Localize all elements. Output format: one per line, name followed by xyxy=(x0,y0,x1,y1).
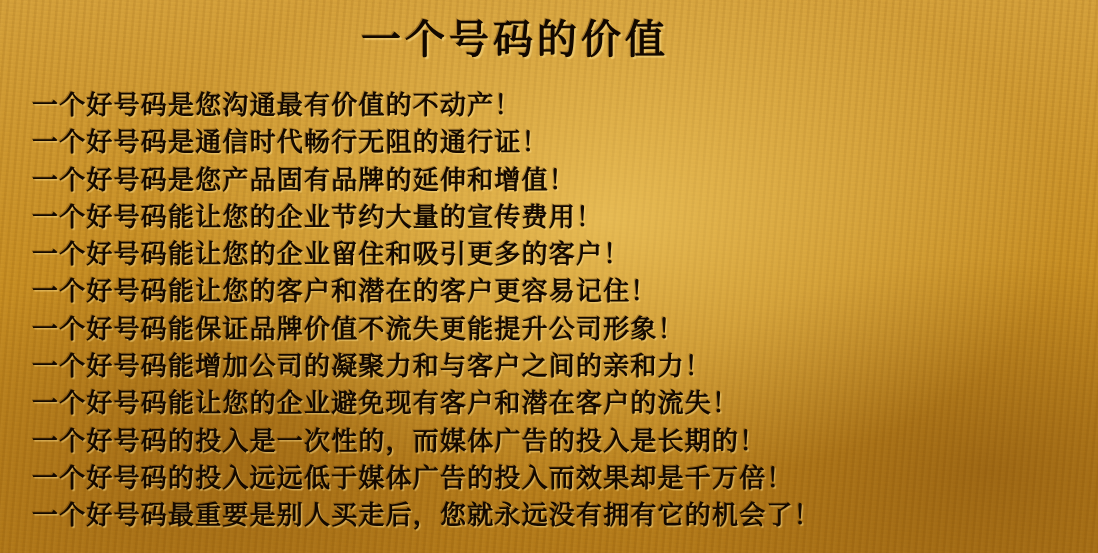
value-statement: 一个好号码的投入远远低于媒体广告的投入而效果却是千万倍！ xyxy=(32,463,794,494)
value-statement-list xyxy=(32,88,1094,536)
value-statement: 一个好号码能增加公司的凝聚力和与客户之间的亲和力！ xyxy=(32,352,713,383)
value-statement: 一个好号码是您产品固有品牌的延伸和增值！ xyxy=(32,165,577,196)
value-statement: 一个好号码是您沟通最有价值的不动产！ xyxy=(32,91,522,121)
value-statement: 一个好号码最重要是别人买走后，您就永远没有拥有它的机会了！ xyxy=(32,501,821,532)
value-statement: 一个好号码能让您的企业避免现有客户和潜在客户的流失！ xyxy=(32,389,740,420)
value-statement: 一个好号码能保证品牌价值不流失更能提升公司形象！ xyxy=(32,314,685,345)
value-statement: 一个好号码能让您的客户和潜在的客户更容易记住！ xyxy=(32,277,658,308)
value-statement: 一个好号码能让您的企业留住和吸引更多的客户！ xyxy=(32,240,631,271)
value-statement: 一个好号码能让您的企业节约大量的宣传费用！ xyxy=(32,202,604,233)
value-statement: 一个好号码的投入是一次性的，而媒体广告的投入是长期的！ xyxy=(32,426,767,457)
value-statement: 一个好号码是通信时代畅行无阻的通行证！ xyxy=(32,128,549,159)
page-title: 一个号码的价值 xyxy=(361,16,669,63)
